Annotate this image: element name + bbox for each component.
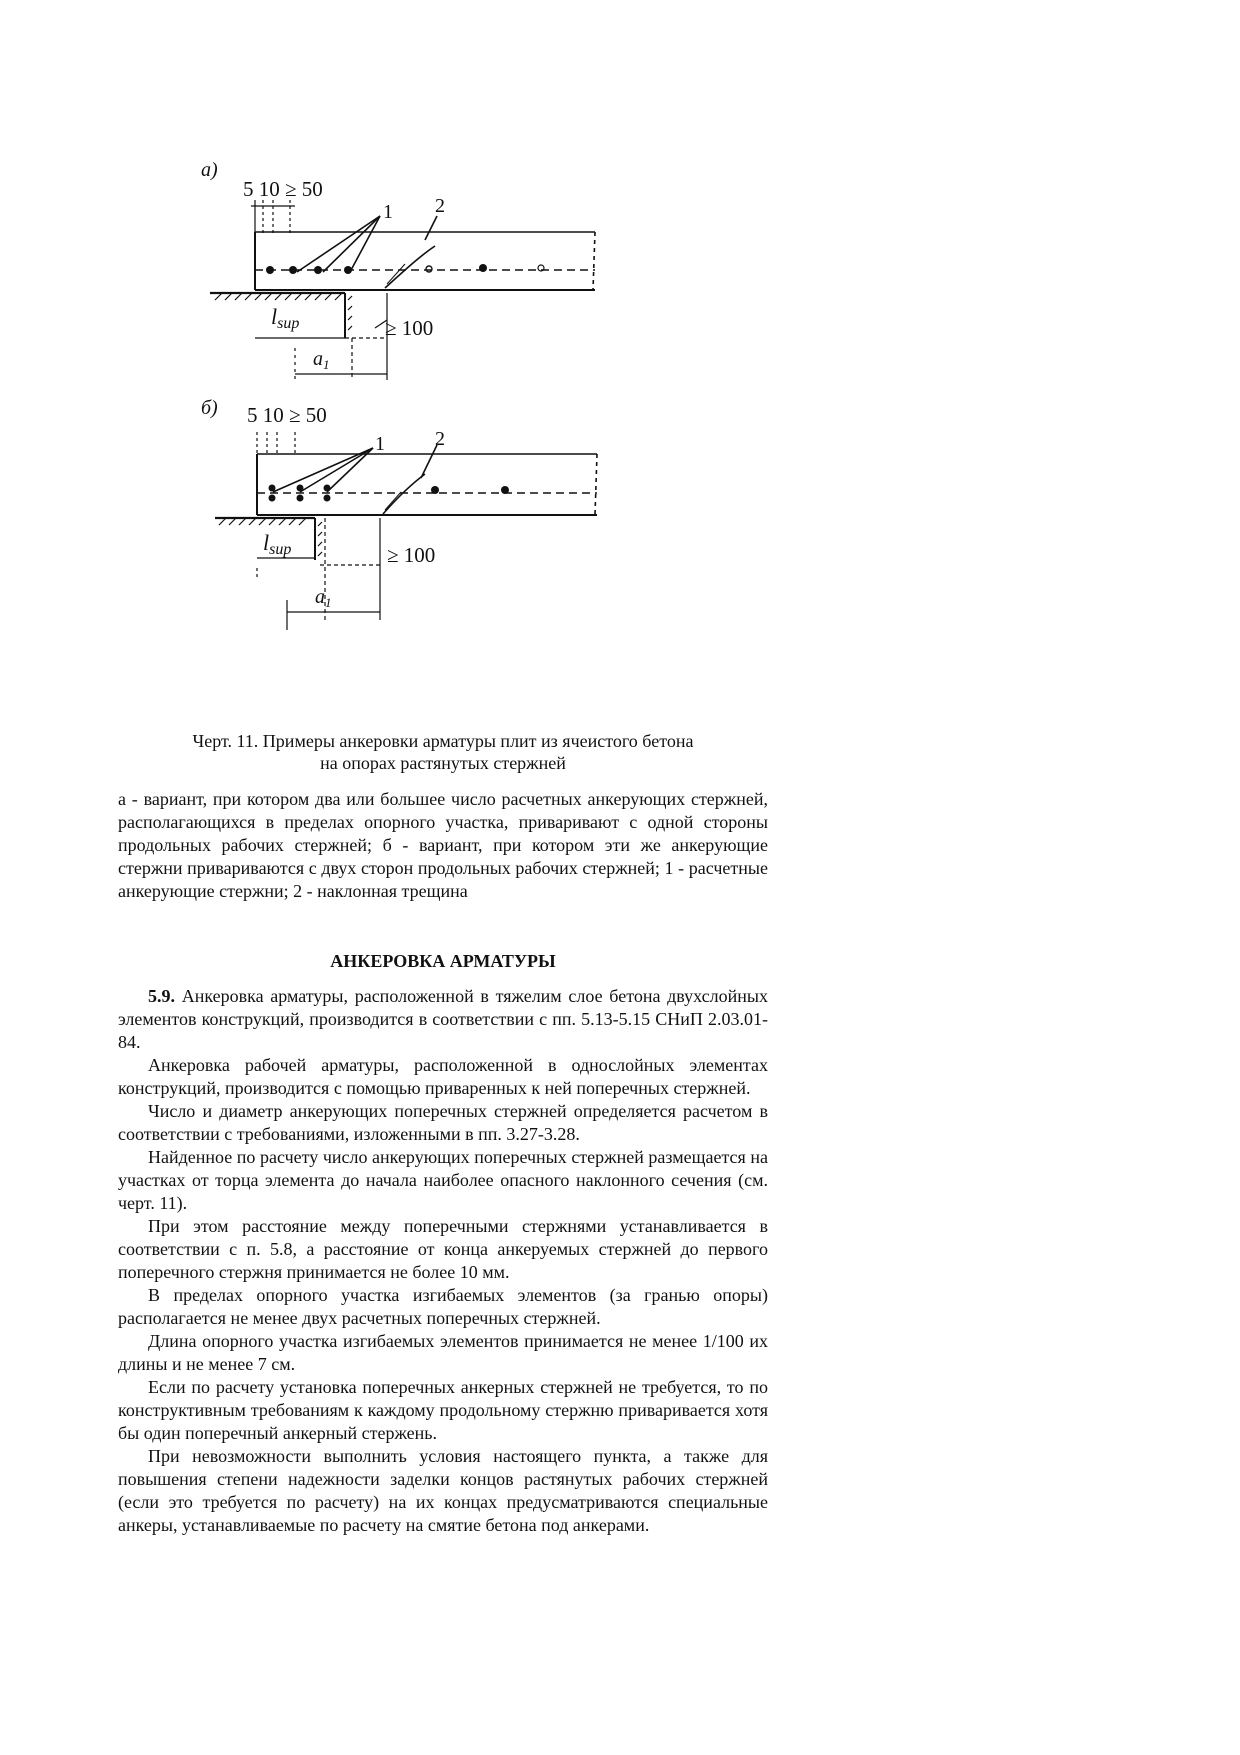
paragraph: В пределах опорного участка изгибаемых элементов (за гранью опоры) располагается не менее двух расчетных поперечных стержней. [118,1285,768,1328]
variant-a-dims: 5 10 ≥ 50 [243,177,323,201]
paragraph-text: Анкеровка арматуры, расположенной в тяжелим слое бетона двухслойных элементов конструкций, производится в соответствии с пп. 5.13-5.15 СНиП 2.03.01-84. [118,986,768,1052]
variant-a-lsup: lsup [271,304,300,332]
variant-a-callout-1: 1 [383,201,393,223]
figure-caption [118,730,768,774]
clause-number: 5.9. [148,986,175,1006]
variant-b-lsup: lsup [263,530,292,558]
paragraph: При невозможности выполнить условия настоящего пункта, а также для повышения степени надежности заделки концов растянутых рабочих стержней (если это требуется по расчету) на их концах предусматриваются специальные анкеры, устанавливаемые по расчету на смятие бетона под анкерами. [118,1446,768,1535]
variant-b-label: б) [201,397,218,419]
variant-b-min-distance: ≥ 100 [387,543,436,567]
variant-a-callout-2: 2 [435,195,445,217]
caption-line-2: на опорах растянутых стержней [320,753,566,773]
section-body [118,985,768,1537]
paragraph: При этом расстояние между поперечными стержнями устанавливается в соответствии с п. 5.8, а расстояние от конца анкеруемых стержней до первого поперечного стержня принимается не более 10 мм. [118,1216,768,1282]
variant-b-callout-2: 2 [435,428,445,450]
figure-legend: а - вариант, при котором два или большее число расчетных анкерующих стержней, располагающихся в пределах опорного участка, приваривают с одной стороны продольных рабочих стержней; б - вариант, при котором эти же анкерующие стержни привариваются с двух сторон продольных рабочих стержней; 1 - расчетные анкерующие стержни; 2 - наклонная трещина [118,789,768,901]
variant-b-dims: 5 10 ≥ 50 [247,403,327,427]
section-title: АНКЕРОВКА АРМАТУРЫ [330,951,556,971]
variant-b-a1: $a_1$ [315,586,332,610]
variant-a-label: а) [201,159,218,181]
paragraph: Найденное по расчету число анкерующих поперечных стержней размещается на участках от торца элемента до начала наиболее опасного наклонного сечения (см. черт. 11). [118,1147,768,1213]
variant-b-drawing [215,432,597,630]
variant-a-drawing [210,200,595,382]
figure-anchoring-diagram [201,159,715,720]
variant-b-callout-1: 1 [375,433,385,455]
anchoring-drawing [201,159,715,720]
paragraph: Число и диаметр анкерующих поперечных стержней определяется расчетом в соответствии с требованиями, изложенными в пп. 3.27-3.28. [118,1101,768,1144]
paragraph: Анкеровка рабочей арматуры, расположенной в однослойных элементах конструкций, производится с помощью приваренных к ней поперечных стержней. [118,1055,768,1098]
variant-a-min-distance: ≥ 100 [385,316,434,340]
caption-line-1: Черт. 11. Примеры анкеровки арматуры плит из ячеистого бетона [192,731,694,751]
variant-a-a1: $a_1$ [313,348,330,372]
paragraph-5-9 [118,985,768,1054]
paragraph: Длина опорного участка изгибаемых элементов принимается не менее 1/100 их длины и не менее 7 см. [118,1331,768,1374]
paragraph: Если по расчету установка поперечных анкерных стержней не требуется, то по конструктивным требованиям к каждому продольному стержню приваривается хотя бы один поперечный анкерный стержень. [118,1377,768,1443]
